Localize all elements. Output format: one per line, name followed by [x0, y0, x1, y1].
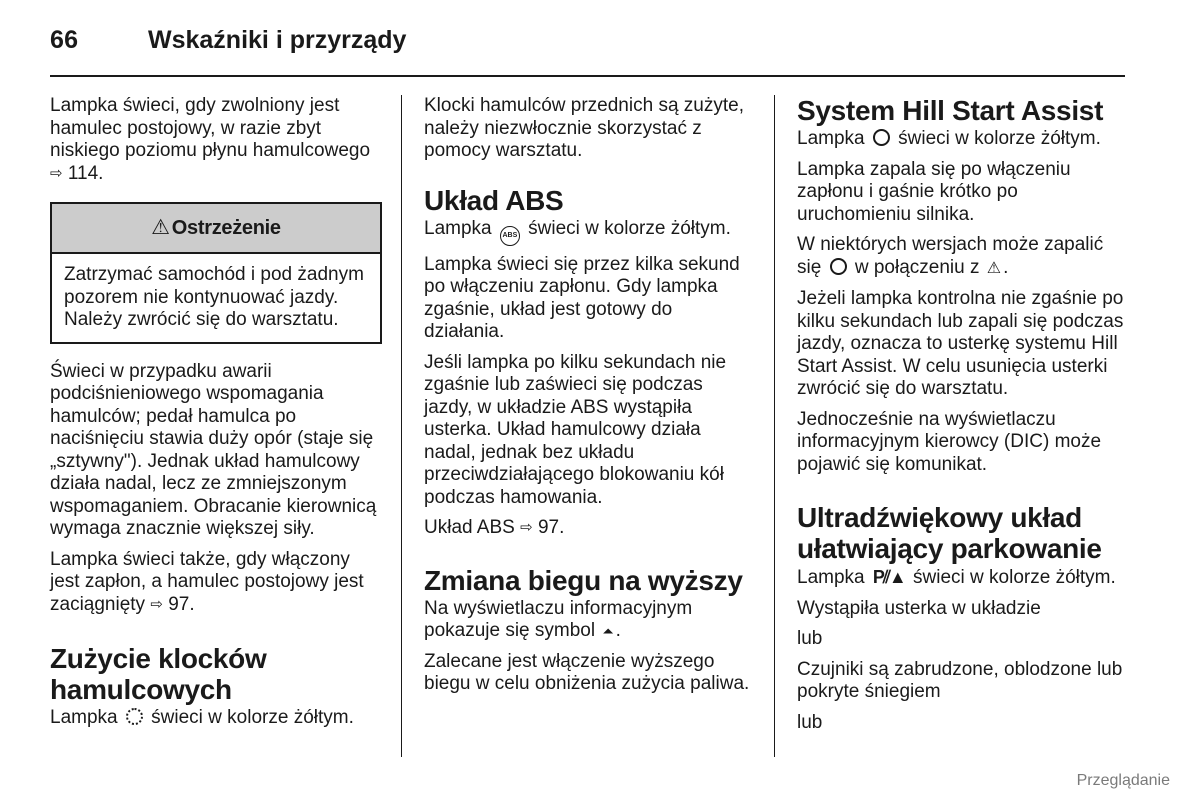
paragraph: Jeżeli lampka kontrolna nie zgaśnie po kilku sekundach lub zapali się podczas jazdy, oznacza to usterkę systemu Hill Start Assist. W celu usunięcia usterki zwrócić się do warsztatu. [797, 288, 1124, 399]
paragraph: Zalecane jest włączenie wyższego biegu w celu obniżenia zużycia paliwa. [424, 650, 750, 694]
section-heading-abs: Układ ABS [424, 184, 564, 216]
warning-title: Ostrzeżenie [171, 216, 281, 239]
column-3 [797, 95, 1129, 742]
paragraph: lub [797, 628, 823, 649]
shift-up-icon: ⏶ [602, 623, 614, 639]
warning-text: Zatrzymać samochód i pod żadnym pozorem nie kontynuować jazdy. Należy zwrócić się do warsztatu. [64, 264, 364, 330]
abs-warning-icon: ABS [500, 226, 520, 246]
column-1 [50, 95, 382, 738]
paragraph: Układ ABS ⇨ 97. [424, 517, 565, 538]
column-divider-1 [401, 95, 402, 757]
paragraph: Klocki hamulców przednich są zużyte, należy niezwłocznie skorzystać z pomocy warsztatu. [424, 95, 744, 161]
paragraph: W niektórych wersjach może zapalić się w połączeniu z ⚠ . [797, 234, 1129, 280]
paragraph: Lampka świeci, gdy zwolniony jest hamulec postojowy, w razie zbyt niskiego poziomu płynu hamulcowego ⇨ 114. [50, 95, 371, 184]
reference-arrow-icon: ⇨ [50, 164, 63, 182]
paragraph: lub [797, 711, 823, 733]
paragraph: Lampka P⫽▲ świeci w kolorze żółtym. [797, 567, 1116, 588]
page-number: 66 [50, 26, 79, 54]
paragraph: Świeci w przypadku awarii podciśnieniowego wspomagania hamulców; pedał hamulca po naciśnięciu stawia duży opór (staje się „sztywny"). Jednak układ hamulcowy działa nadal, lecz ze zmniejszonym wspomaganiem. Obracanie kierownicą wymaga znacznie większej siły. [50, 360, 377, 539]
paragraph: Czujniki są zabrudzone, oblodzone lub pokryte śniegiem [797, 658, 1123, 702]
paragraph: Lampka świeci także, gdy włączony jest zapłon, a hamulec postojowy jest zaciągnięty ⇨ 97. [50, 548, 364, 615]
brake-pad-wear-icon [126, 708, 143, 725]
warning-triangle-icon: ⚠ [151, 215, 170, 239]
page-reference[interactable]: 114. [67, 162, 104, 184]
column-2 [424, 95, 756, 704]
esp-warning-icon: ⚠ [986, 259, 1002, 277]
section-heading-upshift: Zmiana biegu na wyższy [424, 564, 743, 596]
paragraph: Wystąpiła usterka w układzie [797, 597, 1041, 619]
reference-arrow-icon: ⇨ [150, 595, 163, 613]
paragraph: Lampka świeci się przez kilka sekund po włączeniu zapłonu. Gdy lampka zgaśnie, układ jest gotowy do działania. [424, 253, 740, 342]
paragraph: Na wyświetlaczu informacyjnym pokazuje się symbol ⏶ . [424, 597, 693, 641]
page-header [50, 26, 1125, 76]
hill-start-assist-icon [873, 129, 890, 146]
hill-start-assist-icon [830, 258, 847, 275]
section-heading-hill-start-assist: System Hill Start Assist [797, 95, 1104, 126]
paragraph: Lampka świeci w kolorze żółtym. [797, 128, 1101, 149]
page-reference[interactable]: 97. [168, 593, 195, 615]
warning-box [50, 202, 382, 344]
page-title: Wskaźniki i przyrządy [148, 26, 407, 54]
parking-assist-icon: P⫽▲ [872, 567, 905, 587]
footer-label[interactable]: Przeglądanie [1076, 772, 1170, 789]
section-heading-brake-pads: Zużycie klocków hamulcowych [50, 643, 267, 705]
header-divider [50, 75, 1125, 77]
warning-header [52, 204, 380, 254]
section-heading-parking-assist: Ultradźwiękowy układ ułatwiający parkowanie [797, 502, 1102, 564]
paragraph: Jeśli lampka po kilku sekundach nie zgaśnie lub zaświeci się podczas jazdy, w układzie ABS wystąpiła usterka. Układ hamulcowy działa nadal, jednak bez układu przeciwdziałającego blokowaniu kół podczas hamowania. [424, 351, 727, 508]
paragraph: Lampka zapala się po włączeniu zapłonu i gaśnie krótko po uruchomieniu silnika. [797, 158, 1071, 225]
reference-arrow-icon: ⇨ [520, 519, 533, 536]
column-divider-2 [774, 95, 775, 757]
paragraph: Lampka świeci w kolorze żółtym. [50, 707, 354, 728]
paragraph: Lampka ABS świeci w kolorze żółtym. [424, 218, 756, 246]
paragraph: Jednocześnie na wyświetlaczu informacyjnym kierowcy (DIC) może pojawić się komunikat. [797, 408, 1102, 475]
page-reference[interactable]: 97. [537, 517, 565, 538]
